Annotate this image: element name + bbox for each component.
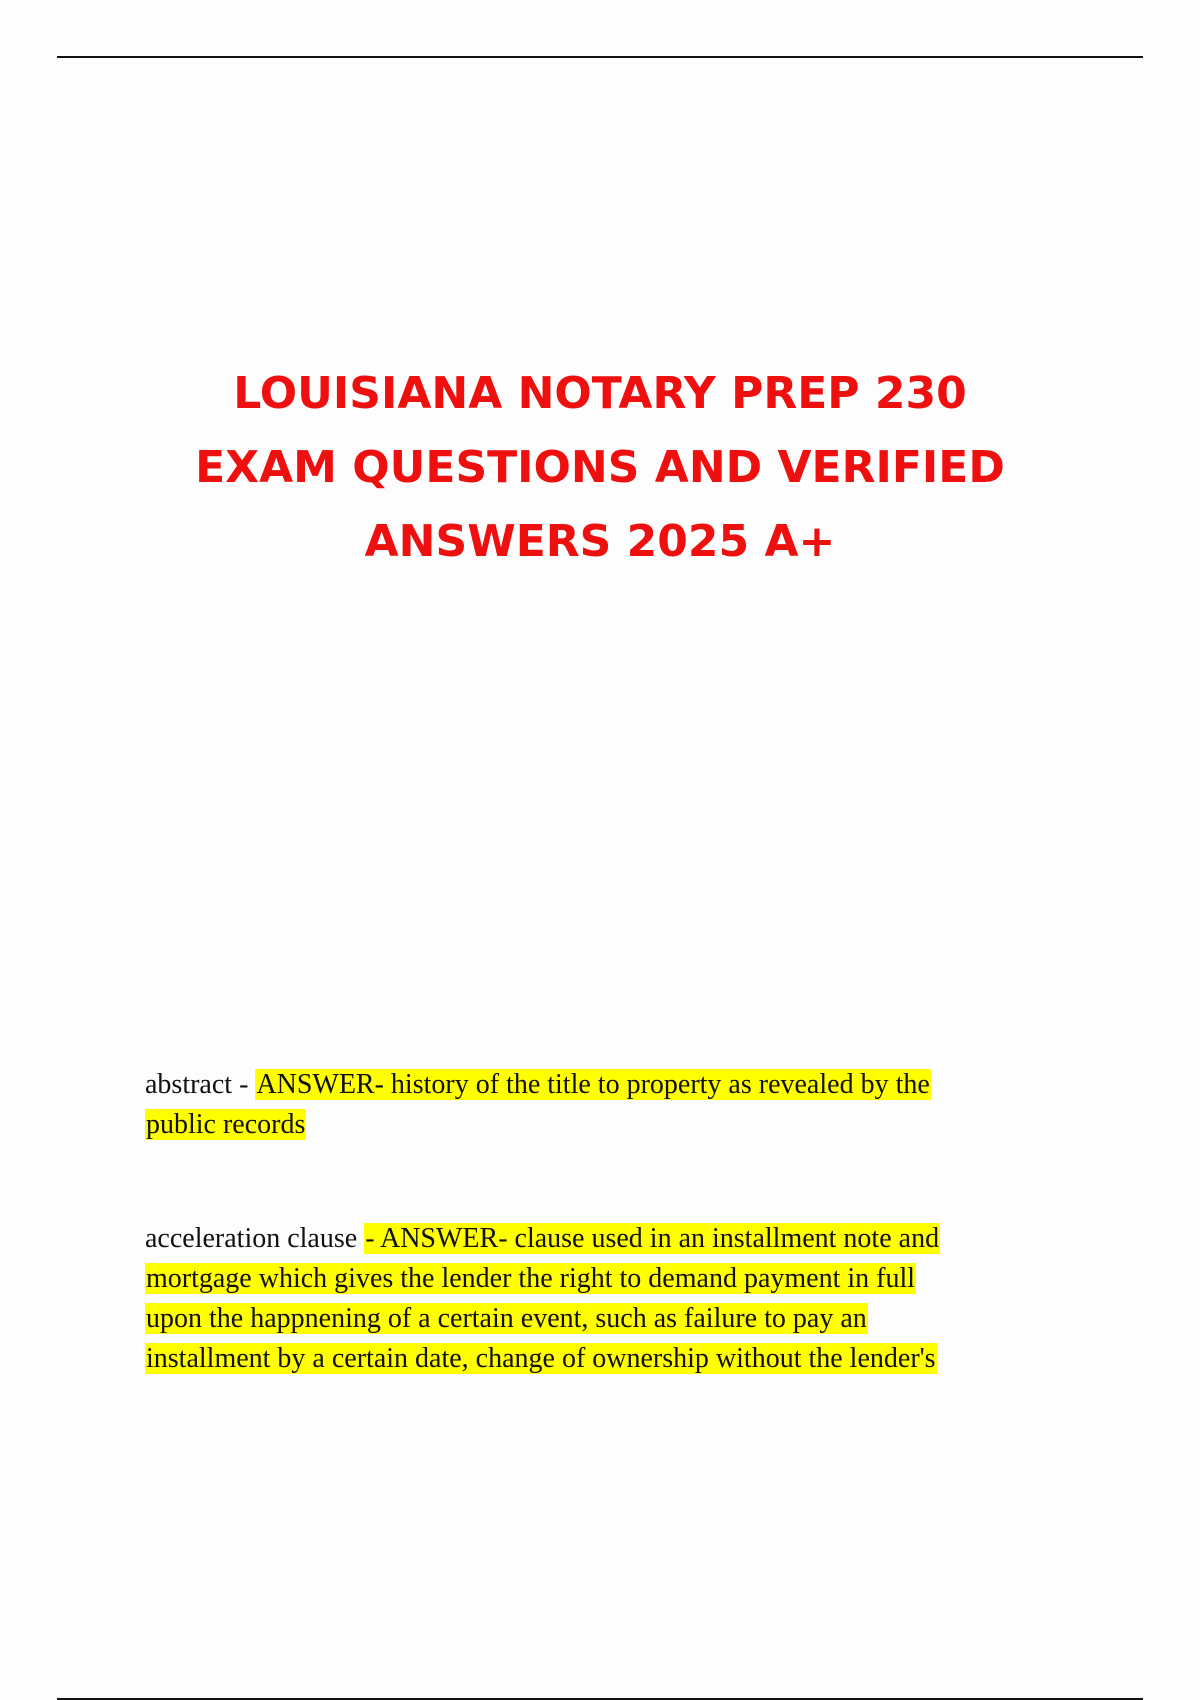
entry-line [145, 1105, 1065, 1145]
entry-line [145, 1219, 1065, 1259]
entry-term: acceleration clause [145, 1223, 365, 1254]
entry-line [145, 1339, 1065, 1379]
entry-acceleration-clause [145, 1219, 1065, 1379]
answer-highlight: - ANSWER- clause used in an installment note and [365, 1223, 940, 1254]
answer-highlight: public records [146, 1109, 306, 1140]
entry-line [145, 1299, 1065, 1339]
answer-highlight: ANSWER- history of the title to property as revealed by the [256, 1069, 930, 1100]
title-line-2: EXAM QUESTIONS AND VERIFIED [195, 442, 1005, 494]
title-line-3: ANSWERS 2025 A+ [364, 516, 836, 568]
answer-highlight: upon the happnening of a certain event, such as failure to pay an [146, 1303, 867, 1334]
document-title [100, 357, 1100, 579]
title-line-1: LOUISIANA NOTARY PREP 230 [233, 368, 967, 420]
answer-highlight: mortgage which gives the lender the right to demand payment in full [146, 1263, 916, 1294]
answer-highlight: installment by a certain date, change of ownership without the lender's [146, 1343, 936, 1374]
entry-line [145, 1065, 1065, 1105]
entry-abstract [145, 1065, 1065, 1145]
entry-term: abstract - [145, 1069, 256, 1100]
top-rule [57, 56, 1143, 58]
entry-line [145, 1259, 1065, 1299]
